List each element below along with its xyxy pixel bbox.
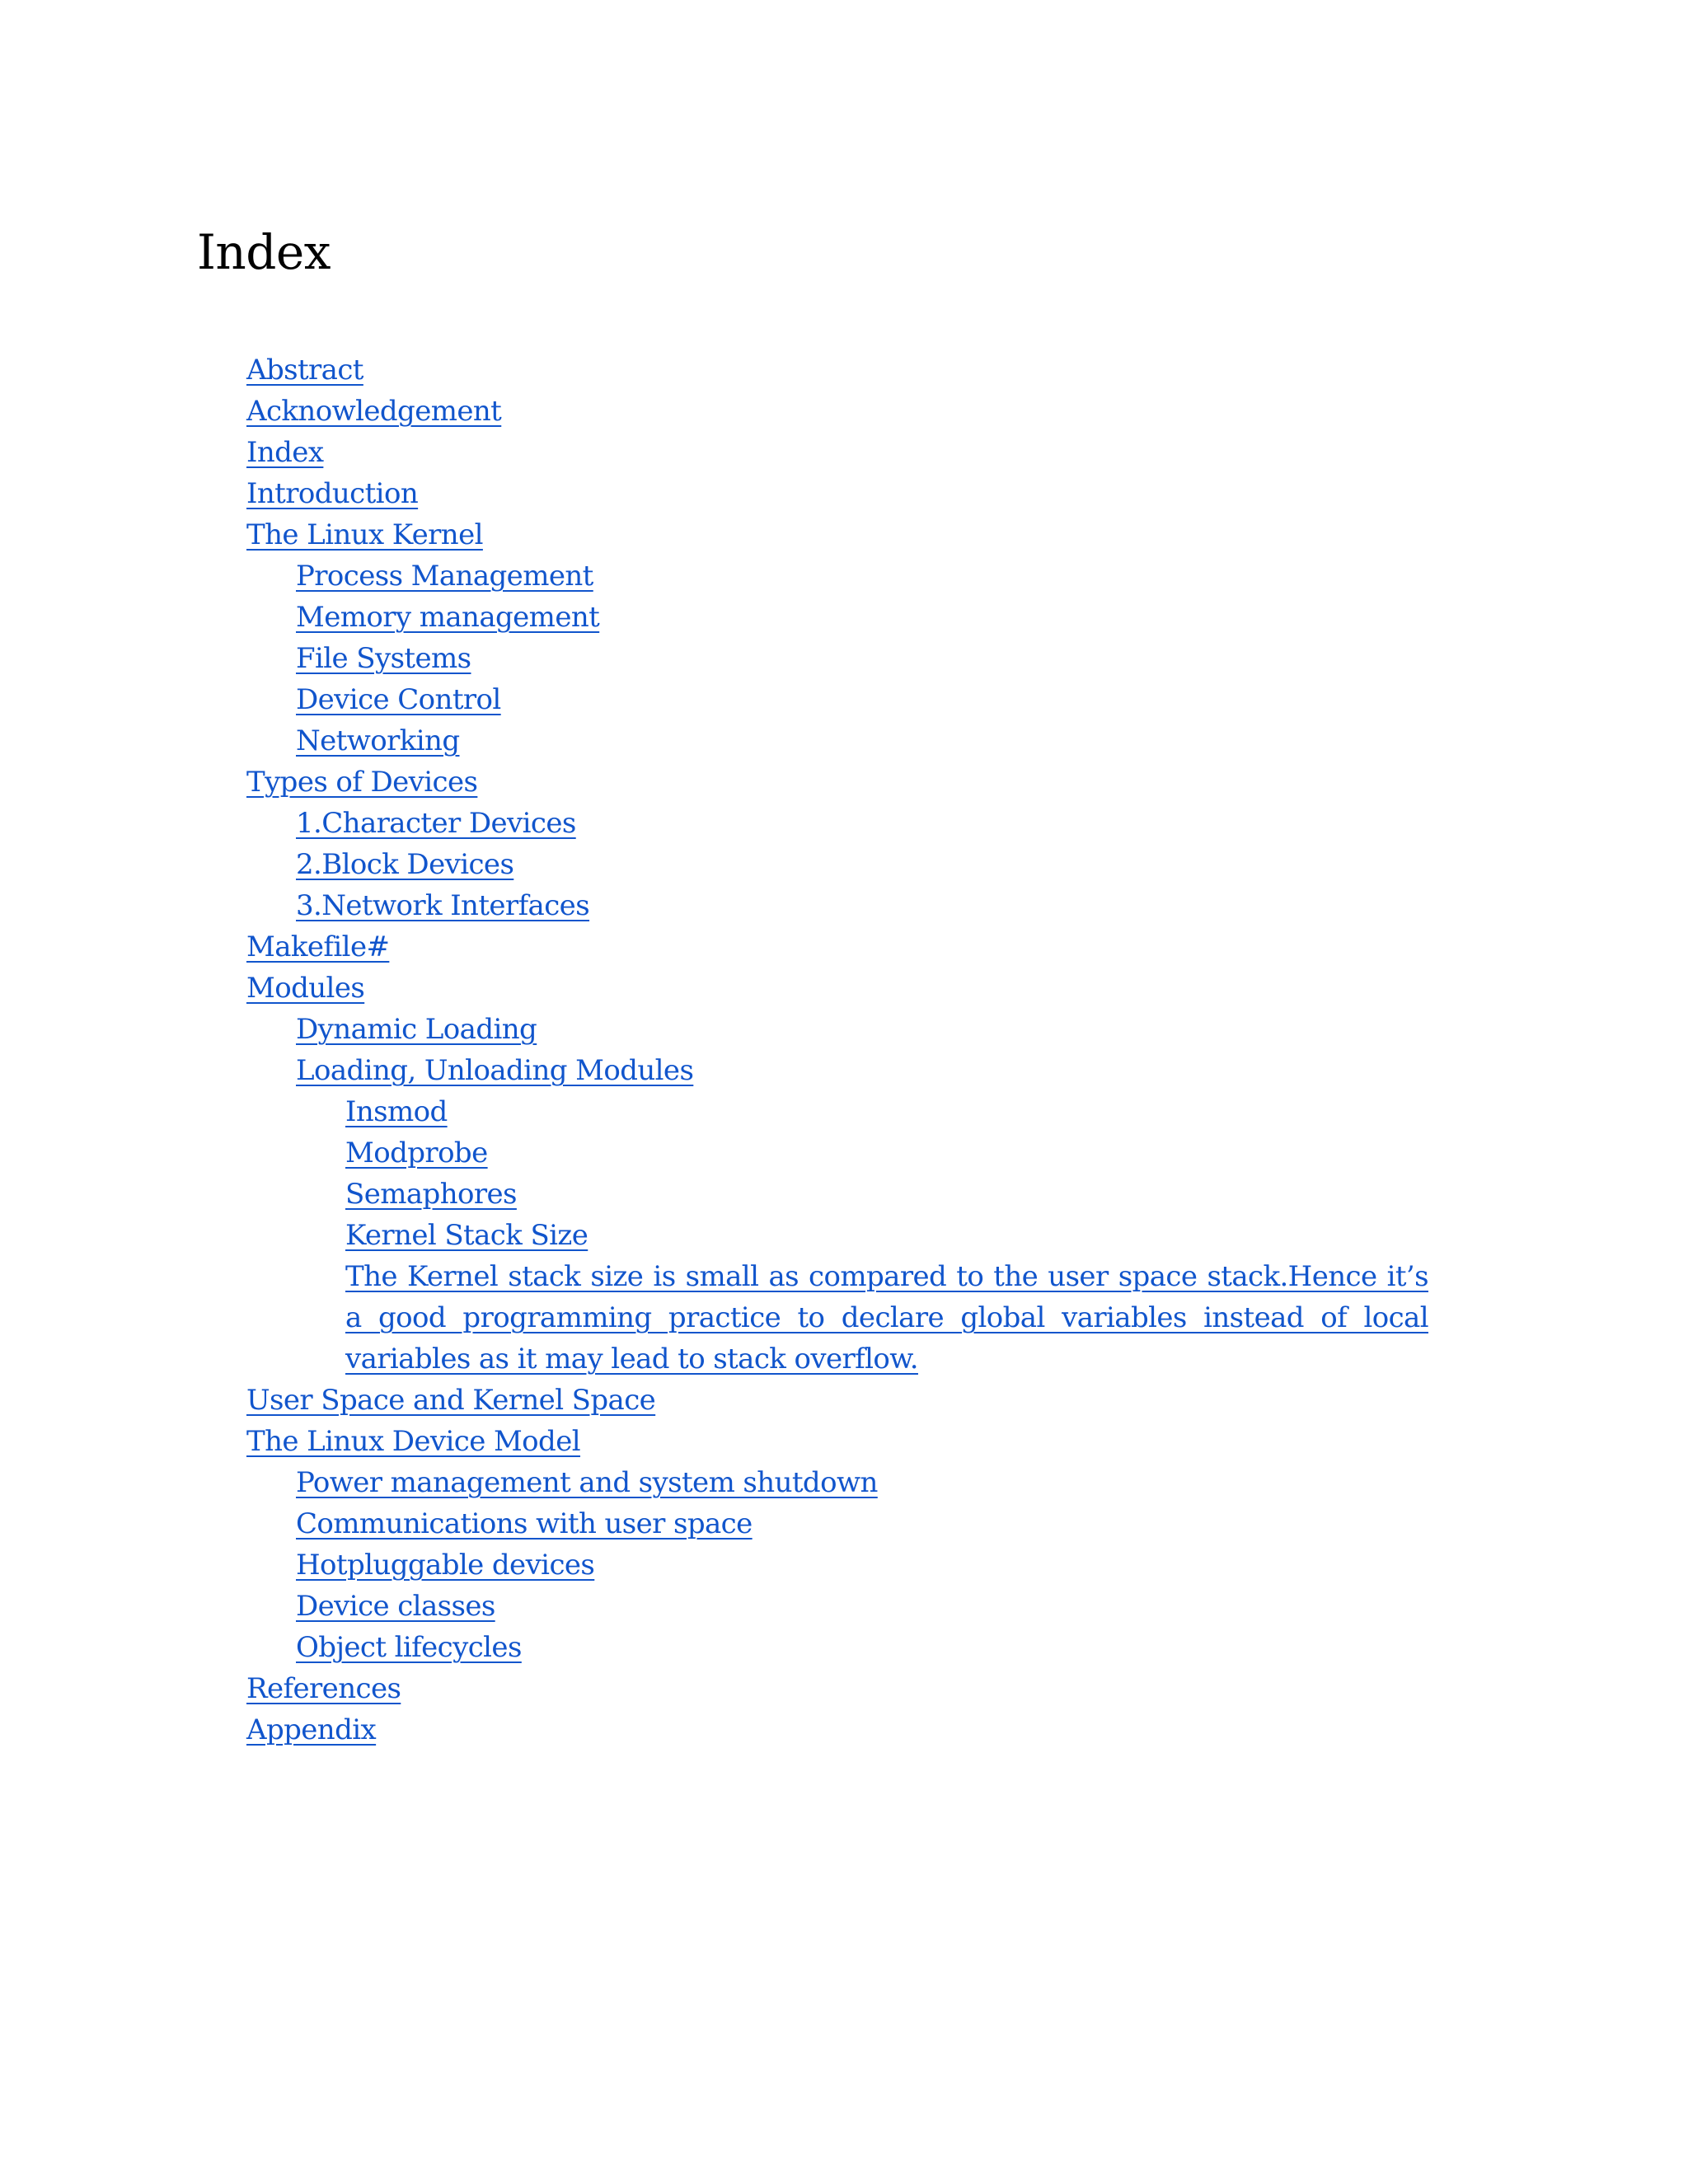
toc-link-object-lifecycles[interactable]: Object lifecycles (296, 1631, 522, 1664)
toc-link-the-linux-kernel[interactable]: The Linux Kernel (246, 518, 483, 551)
toc-link-makefile[interactable]: Makefile# (246, 930, 390, 963)
toc-link-kernel-stack-note[interactable]: The Kernel stack size is small as compared to the user space stack.Hence it’s a good programming practice to declare global variables instead of local variables as it may lead to stack overflow. (345, 1260, 1428, 1376)
toc-link-loading-unloading-modules[interactable]: Loading, Unloading Modules (296, 1054, 694, 1087)
toc-link-semaphores[interactable]: Semaphores (345, 1178, 517, 1211)
toc-link-hotpluggable-devices[interactable]: Hotpluggable devices (296, 1549, 595, 1582)
toc-link-modprobe[interactable]: Modprobe (345, 1137, 488, 1169)
toc-link-abstract[interactable]: Abstract (246, 354, 363, 387)
toc-link-network-interfaces[interactable]: 3.Network Interfaces (296, 889, 590, 922)
toc-link-user-space-and-kernel-space[interactable]: User Space and Kernel Space (246, 1384, 656, 1417)
toc-link-index[interactable]: Index (246, 436, 324, 469)
toc-link-device-control[interactable]: Device Control (296, 683, 501, 716)
toc-link-kernel-stack-size[interactable]: Kernel Stack Size (345, 1219, 588, 1252)
toc-link-dynamic-loading[interactable]: Dynamic Loading (296, 1013, 537, 1046)
toc-link-introduction[interactable]: Introduction (246, 477, 419, 510)
toc-link-memory-management[interactable]: Memory management (296, 601, 600, 634)
toc-link-the-linux-device-model[interactable]: The Linux Device Model (246, 1425, 581, 1458)
toc-link-process-management[interactable]: Process Management (296, 560, 593, 593)
page-title: Index (197, 224, 331, 280)
toc-link-insmod[interactable]: Insmod (345, 1095, 448, 1128)
toc-link-appendix[interactable]: Appendix (246, 1713, 377, 1746)
toc-link-block-devices[interactable]: 2.Block Devices (296, 848, 514, 881)
toc-link-acknowledgement[interactable]: Acknowledgement (246, 395, 502, 428)
toc-link-types-of-devices[interactable]: Types of Devices (246, 766, 478, 799)
toc-link-file-systems[interactable]: File Systems (296, 642, 471, 675)
toc-link-communications-with-user-space[interactable]: Communications with user space (296, 1507, 753, 1540)
toc-link-device-classes[interactable]: Device classes (296, 1590, 495, 1623)
toc-link-character-devices[interactable]: 1.Character Devices (296, 807, 576, 840)
toc-link-networking[interactable]: Networking (296, 724, 460, 757)
toc-link-modules[interactable]: Modules (246, 972, 365, 1005)
toc-link-references[interactable]: References (246, 1672, 401, 1705)
toc-link-power-management[interactable]: Power management and system shutdown (296, 1466, 878, 1499)
